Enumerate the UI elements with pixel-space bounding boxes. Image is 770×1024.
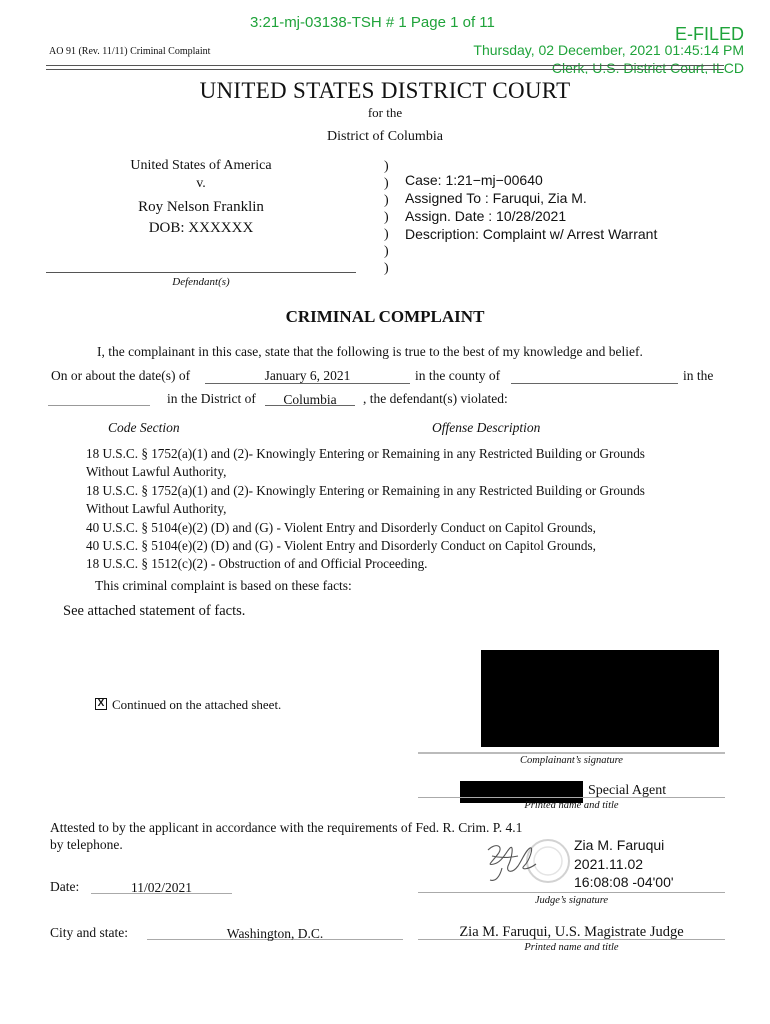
caption-paren: ) (384, 176, 389, 191)
digital-signature-date: 2021.11.02 (574, 856, 644, 872)
court-for-the: for the (367, 105, 403, 120)
district-value: Columbia (283, 392, 337, 407)
offense-line: 18 U.S.C. § 1752(a)(1) and (2)- Knowingly Entering or Remaining in any Restricted Building or Grounds (86, 483, 645, 498)
digital-signature-name: Zia M. Faruqui (574, 837, 665, 853)
continued-label: Continued on the attached sheet. (112, 697, 282, 712)
offense-line: Without Lawful Authority, (86, 501, 227, 516)
code-section-header: Code Section (108, 420, 180, 435)
assign-date: Assign. Date : 10/28/2021 (405, 208, 567, 224)
printed-name-line (418, 797, 725, 798)
county-text: in the county of (415, 368, 501, 383)
document-heading: CRIMINAL COMPLAINT (285, 307, 485, 326)
offense-date: January 6, 2021 (264, 368, 351, 383)
offense-line: 18 U.S.C. § 1752(a)(1) and (2)- Knowingly Entering or Remaining in any Restricted Building or Grounds (86, 446, 645, 461)
judge-printed-name: Zia M. Faruqui, U.S. Magistrate Judge (459, 924, 684, 940)
assigned-to: Assigned To : Faruqui, Zia M. (405, 190, 587, 206)
offense-description-header: Offense Description (432, 420, 541, 435)
date-line-suffix: in the (683, 368, 714, 383)
attestation-line1: Attested to by the applicant in accordance with the requirements of Fed. R. Crim. P. 4.1 (50, 820, 523, 835)
caption-paren: ) (384, 210, 389, 225)
complainant-statement: I, the complainant in this case, state that the following is true to the best of my knowledge and belief. (97, 344, 643, 359)
caption-paren: ) (384, 159, 389, 174)
judge-signature-scribble (478, 836, 574, 886)
district-line-suffix: , the defendant(s) violated: (363, 391, 508, 406)
printed-name-label: Printed name and title (524, 800, 619, 811)
header-rule (46, 65, 724, 70)
efiled-stamp: E-FILED (674, 24, 744, 44)
judge-signature-line (418, 892, 725, 893)
caption-paren: ) (384, 227, 389, 242)
city-state-label: City and state: (50, 925, 128, 940)
caption-rule (46, 272, 356, 273)
form-id: AO 91 (Rev. 11/11) Criminal Complaint (49, 46, 211, 57)
city-state-value: Washington, D.C. (226, 926, 324, 941)
caption-paren: ) (384, 193, 389, 208)
case-description: Description: Complaint w/ Arrest Warrant (405, 226, 658, 242)
date-value: 11/02/2021 (130, 880, 192, 895)
redaction-block (481, 650, 719, 747)
defendant-label: Defendant(s) (172, 276, 230, 288)
clerk-stamp: Clerk, U.S. District Court, ILCD (551, 60, 744, 74)
district-line-prefix: in the District of (167, 391, 256, 406)
complainant-signature-label: Complainant’s signature (520, 755, 623, 766)
court-title: UNITED STATES DISTRICT COURT (199, 78, 571, 103)
attestation-line2: by telephone. (50, 837, 123, 852)
complainant-title: Special Agent (588, 783, 667, 798)
state-blank (48, 405, 150, 406)
offense-line: Without Lawful Authority, (86, 464, 227, 479)
offense-line: 40 U.S.C. § 5104(e)(2) (D) and (G) - Violent Entry and Disorderly Conduct on Capitol Grounds, (86, 538, 596, 553)
continued-checkbox[interactable]: X (95, 698, 107, 710)
digital-signature-time: 16:08:08 -04'00' (574, 874, 674, 890)
judge-printed-line (418, 939, 725, 940)
judge-signature-label: Judge’s signature (534, 895, 609, 906)
facts-text: See attached statement of facts. (63, 603, 246, 619)
date-label: Date: (50, 879, 80, 894)
county-blank (511, 383, 678, 384)
plaintiff-name: United States of America (130, 158, 272, 173)
defendant-name: Roy Nelson Franklin (138, 199, 264, 215)
case-number: Case: 1:21−mj−00640 (405, 172, 543, 188)
date-line-prefix: On or about the date(s) of (51, 368, 191, 383)
filing-datetime: Thursday, 02 December, 2021 01:45:14 PM (473, 42, 744, 58)
offense-line: 40 U.S.C. § 5104(e)(2) (D) and (G) - Violent Entry and Disorderly Conduct on Capitol Grounds, (86, 520, 596, 535)
judge-printed-label: Printed name and title (524, 942, 619, 953)
defendant-dob: DOB: XXXXXX (148, 220, 254, 236)
facts-basis: This criminal complaint is based on these facts: (95, 578, 352, 593)
complainant-signature-line (418, 752, 725, 754)
caption-paren: ) (384, 244, 389, 259)
filing-stamp-case-line: 3:21-mj-03138-TSH # 1 Page 1 of 11 (250, 14, 495, 31)
versus: v. (196, 176, 206, 191)
offense-line: 18 U.S.C. § 1512(c)(2) - Obstruction of and Official Proceeding. (86, 556, 428, 571)
court-district: District of Columbia (327, 129, 443, 144)
caption-paren: ) (384, 261, 389, 276)
